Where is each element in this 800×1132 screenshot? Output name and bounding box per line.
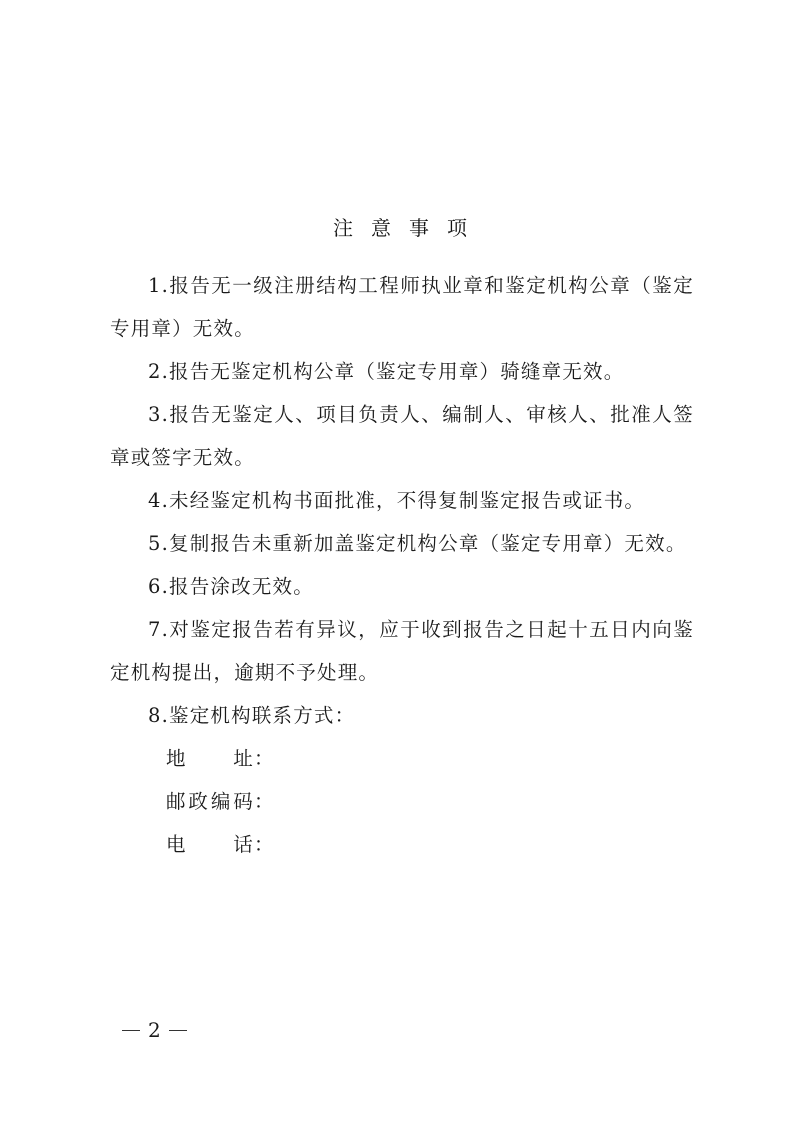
page-number bbox=[122, 1014, 187, 1046]
item-text: 鉴定机构联系方式： bbox=[169, 704, 356, 727]
contact-address bbox=[110, 737, 694, 780]
item-number: 1. bbox=[148, 274, 170, 297]
item-number: 4. bbox=[148, 489, 170, 512]
item-number: 8. bbox=[148, 704, 170, 727]
contact-phone bbox=[110, 823, 694, 866]
notice-item-5 bbox=[110, 522, 694, 565]
dash-left-icon bbox=[122, 1030, 140, 1031]
postal-code-label: 邮政编码 bbox=[166, 790, 254, 813]
notice-item-6 bbox=[110, 565, 694, 608]
item-number: 7. bbox=[148, 618, 170, 641]
notice-item-8 bbox=[110, 694, 694, 737]
item-text: 报告涂改无效。 bbox=[169, 575, 314, 598]
dash-right-icon bbox=[169, 1030, 187, 1031]
item-text: 报告无鉴定人、项目负责人、编制人、审核人、批准人签章或签字无效。 bbox=[110, 403, 694, 469]
item-text: 对鉴定报告若有异议，应于收到报告之日起十五日内向鉴定机构提出，逾期不予处理。 bbox=[110, 618, 694, 684]
phone-colon: ： bbox=[254, 833, 275, 856]
postal-code-colon: ： bbox=[254, 790, 275, 813]
notice-item-4 bbox=[110, 479, 694, 522]
notice-item-2 bbox=[110, 350, 694, 393]
item-text: 报告无鉴定机构公章（鉴定专用章）骑缝章无效。 bbox=[169, 360, 625, 383]
notice-item-7 bbox=[110, 608, 694, 694]
page-title: 注意事项 bbox=[333, 216, 485, 240]
page-number-value: 2 bbox=[148, 1018, 161, 1042]
address-label: 地址 bbox=[166, 747, 254, 770]
address-colon: ： bbox=[254, 747, 275, 770]
item-text: 报告无一级注册结构工程师执业章和鉴定机构公章（鉴定专用章）无效。 bbox=[110, 274, 694, 340]
item-number: 3. bbox=[148, 403, 170, 426]
item-text: 复制报告未重新加盖鉴定机构公章（鉴定专用章）无效。 bbox=[169, 532, 687, 555]
item-number: 2. bbox=[148, 360, 170, 383]
notice-item-1 bbox=[110, 264, 694, 350]
notice-item-3 bbox=[110, 393, 694, 479]
phone-label: 电话 bbox=[166, 833, 254, 856]
item-text: 未经鉴定机构书面批准，不得复制鉴定报告或证书。 bbox=[169, 489, 646, 512]
item-number: 5. bbox=[148, 532, 170, 555]
item-number: 6. bbox=[148, 575, 170, 598]
notice-list bbox=[110, 264, 694, 866]
contact-postal-code bbox=[110, 780, 694, 823]
